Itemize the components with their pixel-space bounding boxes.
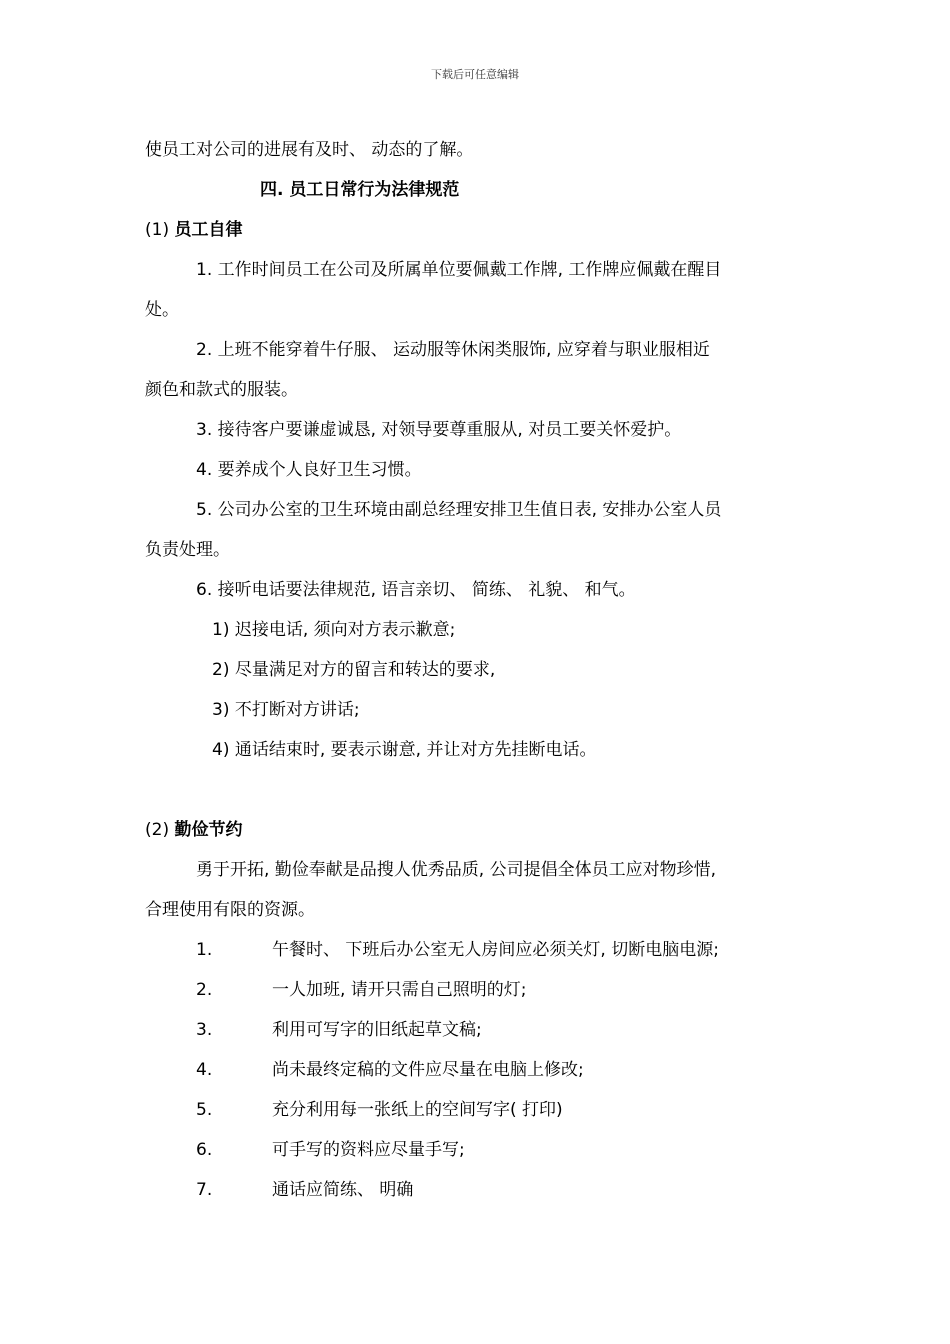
saving-item-text: 午餐时、 下班后办公室无人房间应必须关灯, 切断电脑电源; bbox=[272, 940, 719, 960]
saving-item-text: 一人加班, 请开只需自己照明的灯; bbox=[272, 980, 527, 1000]
saving-item bbox=[196, 1179, 413, 1201]
saving-item bbox=[196, 1139, 465, 1161]
sub-list-item: 3) 不打断对方讲话; bbox=[212, 700, 360, 720]
saving-item-text: 充分利用每一张纸上的空间写字( 打印) bbox=[272, 1100, 563, 1120]
subsection-title: 勤俭节约 bbox=[174, 820, 243, 840]
saving-item-text: 尚未最终定稿的文件应尽量在电脑上修改; bbox=[272, 1060, 584, 1080]
saving-item-text: 可手写的资料应尽量手写; bbox=[272, 1140, 465, 1160]
subsection-title: 员工自律 bbox=[174, 220, 243, 240]
saving-item bbox=[196, 979, 527, 1001]
saving-item-text: 通话应简练、 明确 bbox=[272, 1180, 414, 1200]
subsection-number: (2) bbox=[145, 820, 175, 840]
page-header: 下载后可任意编辑 bbox=[431, 68, 519, 81]
paragraph-line: 处。 bbox=[145, 300, 179, 320]
saving-item-number: 6. bbox=[196, 1140, 213, 1160]
saving-item-number: 4. bbox=[196, 1060, 213, 1080]
list-item: 1. 工作时间员工在公司及所属单位要佩戴工作牌, 工作牌应佩戴在醒目 bbox=[196, 260, 722, 280]
paragraph-line: 颜色和款式的服装。 bbox=[145, 380, 298, 400]
paragraph-line: 使员工对公司的进展有及时、 动态的了解。 bbox=[145, 140, 474, 160]
saving-item bbox=[196, 939, 719, 961]
list-item: 6. 接听电话要法律规范, 语言亲切、 简练、 礼貌、 和气。 bbox=[196, 580, 636, 600]
saving-item bbox=[196, 1099, 563, 1121]
saving-item-number: 2. bbox=[196, 980, 213, 1000]
paragraph-line: 负责处理。 bbox=[145, 540, 230, 560]
list-item: 5. 公司办公室的卫生环境由副总经理安排卫生值日表, 安排办公室人员 bbox=[196, 500, 722, 520]
saving-item bbox=[196, 1019, 482, 1041]
subsection-heading bbox=[145, 219, 242, 241]
saving-item-number: 1. bbox=[196, 940, 213, 960]
subsection-heading bbox=[145, 819, 242, 841]
saving-item-number: 3. bbox=[196, 1020, 213, 1040]
paragraph-line: 勇于开拓, 勤俭奉献是品搜人优秀品质, 公司提倡全体员工应对物珍惜, bbox=[196, 860, 717, 880]
subsection-number: (1) bbox=[145, 220, 175, 240]
saving-item bbox=[196, 1059, 584, 1081]
sub-list-item: 4) 通话结束时, 要表示谢意, 并让对方先挂断电话。 bbox=[212, 740, 597, 760]
saving-item-text: 利用可写字的旧纸起草文稿; bbox=[272, 1020, 482, 1040]
list-item: 4. 要养成个人良好卫生习惯。 bbox=[196, 460, 422, 480]
list-item: 3. 接待客户要谦虚诚恳, 对领导要尊重服从, 对员工要关怀爱护。 bbox=[196, 420, 682, 440]
saving-item-number: 5. bbox=[196, 1100, 213, 1120]
saving-item-number: 7. bbox=[196, 1180, 213, 1200]
sub-list-item: 2) 尽量满足对方的留言和转达的要求, bbox=[212, 660, 496, 680]
list-item: 2. 上班不能穿着牛仔服、 运动服等休闲类服饰, 应穿着与职业服相近 bbox=[196, 340, 710, 360]
paragraph-line: 合理使用有限的资源。 bbox=[145, 900, 315, 920]
sub-list-item: 1) 迟接电话, 须向对方表示歉意; bbox=[212, 620, 456, 640]
section-heading: 四. 员工日常行为法律规范 bbox=[260, 180, 460, 200]
